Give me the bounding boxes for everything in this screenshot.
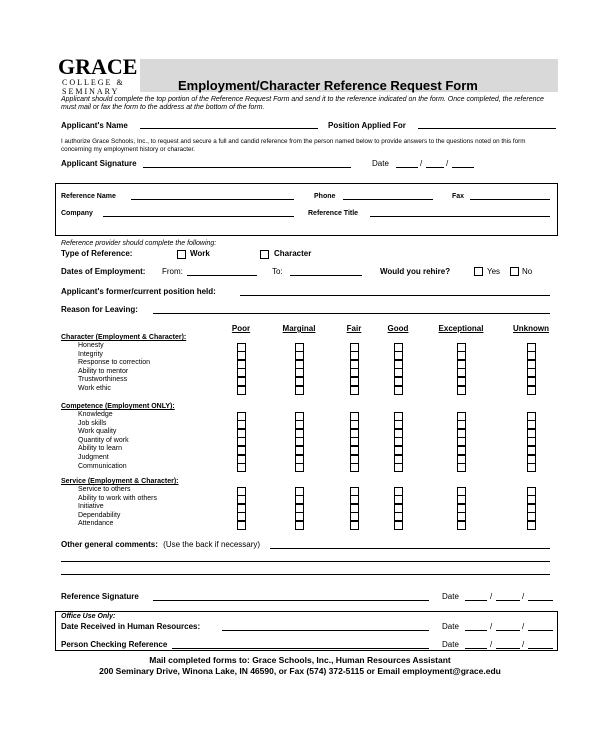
rating-item-label: Trustworthiness bbox=[78, 376, 128, 384]
rating-checkbox[interactable] bbox=[295, 521, 304, 530]
rating-checkbox[interactable] bbox=[237, 386, 246, 395]
rating-checkbox[interactable] bbox=[295, 386, 304, 395]
rating-checkbox[interactable] bbox=[350, 463, 359, 472]
rating-item-label: Dependability bbox=[78, 511, 121, 519]
applicant-date-day[interactable] bbox=[426, 167, 444, 168]
date-slash: / bbox=[490, 592, 493, 601]
person-checking-field[interactable] bbox=[172, 648, 429, 649]
rating-checkbox[interactable] bbox=[527, 386, 536, 395]
ref-date-day[interactable] bbox=[496, 600, 520, 601]
rating-item-label: Ability to work with others bbox=[78, 494, 157, 502]
rehire-yes-label: Yes bbox=[487, 267, 501, 276]
rating-checkbox[interactable] bbox=[394, 521, 403, 530]
reference-company-field[interactable] bbox=[103, 216, 294, 217]
office-date-label: Date bbox=[442, 622, 459, 631]
ref-date-month[interactable] bbox=[465, 600, 487, 601]
from-label: From: bbox=[162, 267, 183, 276]
applicant-date-year[interactable] bbox=[452, 167, 474, 168]
rating-checkbox[interactable] bbox=[457, 463, 466, 472]
applicant-signature-label: Applicant Signature bbox=[61, 159, 137, 168]
rating-item-label: Work ethic bbox=[78, 385, 111, 392]
applicant-name-field[interactable] bbox=[140, 128, 318, 129]
comments-line-2[interactable] bbox=[61, 561, 550, 562]
checking-date-day[interactable] bbox=[496, 648, 520, 649]
rating-checkbox[interactable] bbox=[295, 463, 304, 472]
reference-phone-field[interactable] bbox=[343, 199, 433, 200]
rating-column-header: Good bbox=[387, 324, 409, 333]
dates-employment-label: Dates of Employment: bbox=[61, 267, 146, 276]
type-of-reference-label: Type of Reference: bbox=[61, 249, 133, 258]
rating-item-label: Quantity of work bbox=[78, 436, 129, 444]
footer-line-1: Mail completed forms to: Grace Schools, Inc., Human Resources Assistant bbox=[149, 655, 451, 665]
rating-item-label: Knowledge bbox=[78, 411, 113, 418]
rating-checkbox[interactable] bbox=[457, 521, 466, 530]
ref-date-label: Date bbox=[442, 592, 459, 601]
rating-item-label: Honesty bbox=[78, 342, 104, 349]
position-applied-label: Position Applied For bbox=[328, 121, 406, 130]
reference-fax-field[interactable] bbox=[470, 199, 550, 200]
rating-section-heading: Service (Employment & Character): bbox=[61, 478, 179, 485]
rating-item-label: Attendance bbox=[78, 520, 114, 528]
authorization-text: I authorize Grace Schools, Inc., to request and secure a full and candid reference from the person named below to provide answers to the questions noted on this form concerning my employment history or character. bbox=[61, 138, 526, 153]
person-checking-label: Person Checking Reference bbox=[61, 640, 168, 649]
rating-checkbox[interactable] bbox=[527, 521, 536, 530]
to-field[interactable] bbox=[290, 275, 362, 276]
rating-checkbox[interactable] bbox=[457, 386, 466, 395]
rating-column-header: Fair bbox=[346, 324, 362, 333]
rating-column-header: Exceptional bbox=[438, 324, 484, 333]
rating-item-label: Judgment bbox=[78, 454, 109, 461]
rating-checkbox[interactable] bbox=[350, 521, 359, 530]
position-applied-field[interactable] bbox=[418, 128, 556, 129]
reference-phone-label: Phone bbox=[314, 193, 336, 200]
comments-label bbox=[61, 540, 260, 550]
rating-item-label: Service to others bbox=[78, 486, 131, 493]
position-held-field[interactable] bbox=[240, 295, 550, 296]
type-work-label: Work bbox=[190, 249, 210, 258]
date-slash: / bbox=[446, 159, 449, 168]
rating-item-label: Response to correction bbox=[78, 359, 150, 367]
date-slash: / bbox=[490, 640, 493, 649]
office-date-day[interactable] bbox=[496, 630, 520, 631]
reference-fax-label: Fax bbox=[452, 193, 465, 200]
office-date-year[interactable] bbox=[528, 630, 553, 631]
rating-checkbox[interactable] bbox=[237, 521, 246, 530]
rating-item-label: Initiative bbox=[78, 503, 104, 511]
footer-line-2: 200 Seminary Drive, Winona Lake, IN 46590, or Fax (574) 372-5115 or Email employment@grace.edu bbox=[99, 666, 501, 676]
office-date-month[interactable] bbox=[465, 630, 487, 631]
to-label: To: bbox=[272, 267, 283, 276]
checking-date-month[interactable] bbox=[465, 648, 487, 649]
date-received-field[interactable] bbox=[222, 630, 429, 631]
logo-line1: COLLEGE & bbox=[62, 78, 125, 87]
comments-hint: (Use the back if necessary) bbox=[163, 540, 261, 549]
type-character-label: Character bbox=[274, 249, 312, 258]
comments-label-text: Other general comments: bbox=[61, 540, 158, 549]
rating-checkbox[interactable] bbox=[394, 386, 403, 395]
logo-line2: SEMINARY bbox=[62, 87, 120, 96]
provider-instruction: Reference provider should complete the following: bbox=[61, 240, 217, 247]
rating-item-label: Integrity bbox=[78, 350, 103, 358]
logo-name: GRACE bbox=[58, 54, 138, 79]
date-slash: / bbox=[522, 640, 525, 649]
applicant-date-label: Date bbox=[372, 159, 389, 168]
comments-line-3[interactable] bbox=[61, 574, 550, 575]
checking-date-year[interactable] bbox=[528, 648, 553, 649]
rating-item-label: Work quality bbox=[78, 428, 117, 436]
reference-signature-field[interactable] bbox=[153, 600, 429, 601]
rating-checkbox[interactable] bbox=[394, 463, 403, 472]
rating-section-heading: Character (Employment & Character): bbox=[61, 334, 187, 341]
comments-line-1[interactable] bbox=[270, 548, 550, 549]
applicant-date-month[interactable] bbox=[396, 167, 418, 168]
rating-section-heading: Competence (Employment ONLY): bbox=[61, 403, 175, 410]
rating-item-label: Ability to mentor bbox=[78, 367, 129, 375]
reference-name-field[interactable] bbox=[131, 199, 294, 200]
reference-title-label: Reference Title bbox=[308, 210, 359, 217]
rehire-no-checkbox[interactable] bbox=[510, 267, 519, 276]
reason-leaving-field[interactable] bbox=[153, 313, 550, 314]
rating-checkbox[interactable] bbox=[237, 463, 246, 472]
rating-checkbox[interactable] bbox=[527, 463, 536, 472]
date-slash: / bbox=[490, 622, 493, 631]
rating-checkbox[interactable] bbox=[350, 386, 359, 395]
rating-item-label: Communication bbox=[78, 462, 127, 470]
reference-signature-label: Reference Signature bbox=[61, 592, 139, 601]
rehire-no-label: No bbox=[522, 267, 533, 276]
rating-item-label: Ability to learn bbox=[78, 445, 122, 453]
reference-company-label: Company bbox=[61, 210, 93, 217]
date-slash: / bbox=[522, 592, 525, 601]
logo bbox=[58, 56, 148, 96]
checking-date-label: Date bbox=[442, 640, 459, 649]
position-held-label: Applicant's former/current position held: bbox=[61, 287, 216, 296]
type-character-checkbox[interactable] bbox=[260, 250, 269, 259]
applicant-name-label: Applicant's Name bbox=[61, 121, 128, 130]
rehire-label: Would you rehire? bbox=[380, 267, 451, 276]
office-use-heading: Office Use Only: bbox=[61, 613, 116, 620]
intro-text: Applicant should complete the top portion of the Reference Request Form and send it to the reference indicated on the form. Once completed, the reference must mail or fax the form to the address at the bottom of the form. bbox=[61, 96, 544, 111]
ref-date-year[interactable] bbox=[528, 600, 553, 601]
date-slash: / bbox=[522, 622, 525, 631]
from-field[interactable] bbox=[187, 275, 257, 276]
rating-column-header: Marginal bbox=[282, 324, 316, 333]
page-title: Employment/Character Reference Request Form bbox=[178, 78, 478, 93]
reference-title-field[interactable] bbox=[370, 216, 550, 217]
rehire-yes-checkbox[interactable] bbox=[474, 267, 483, 276]
rating-column-header: Poor bbox=[231, 324, 251, 333]
type-work-checkbox[interactable] bbox=[177, 250, 186, 259]
rating-column-header: Unknown bbox=[513, 324, 549, 333]
reference-box bbox=[55, 183, 558, 236]
reference-name-label: Reference Name bbox=[61, 193, 116, 200]
date-received-label: Date Received in Human Resources: bbox=[61, 622, 201, 631]
date-slash: / bbox=[420, 159, 423, 168]
reason-leaving-label: Reason for Leaving: bbox=[61, 305, 138, 314]
applicant-signature-field[interactable] bbox=[143, 167, 351, 168]
rating-item-label: Job skills bbox=[78, 419, 107, 427]
